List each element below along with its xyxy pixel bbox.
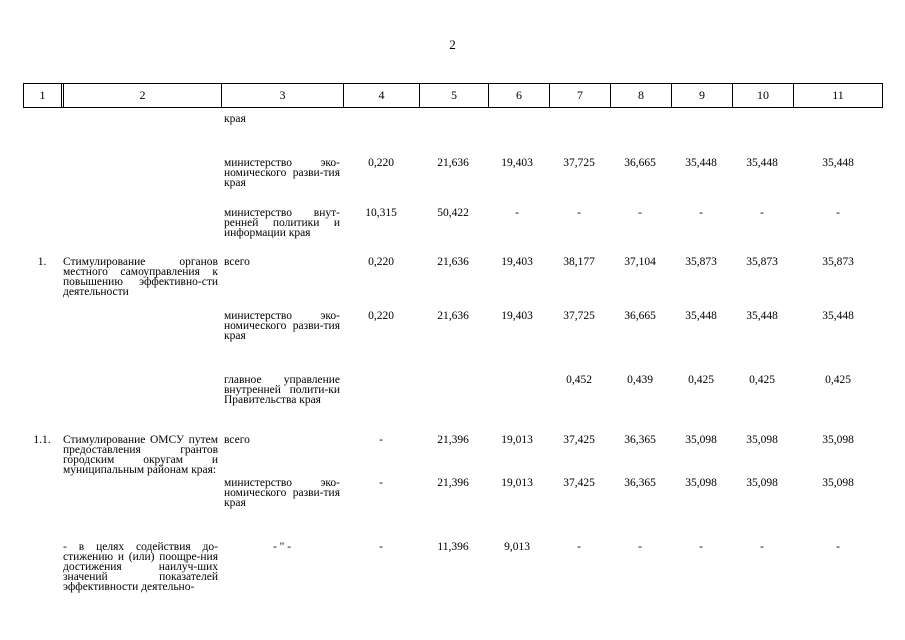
value-cell: 21,636 bbox=[437, 157, 469, 169]
value-cell: 0,425 bbox=[825, 374, 851, 386]
responsible-body: всего bbox=[224, 434, 250, 446]
value-cell: 0,439 bbox=[627, 374, 653, 386]
value-cell: 37,725 bbox=[563, 310, 595, 322]
value-cell: 37,725 bbox=[563, 157, 595, 169]
value-cell: - bbox=[760, 207, 764, 219]
item-number: 1.1. bbox=[33, 434, 51, 446]
value-cell: 37,104 bbox=[624, 256, 656, 268]
value-cell: 35,873 bbox=[746, 256, 778, 268]
value-cell: 35,448 bbox=[822, 157, 854, 169]
value-cell: 21,636 bbox=[437, 256, 469, 268]
value-cell: 35,098 bbox=[822, 477, 854, 489]
value-cell: - bbox=[638, 541, 642, 553]
value-cell: 0,425 bbox=[749, 374, 775, 386]
value-cell: - bbox=[515, 207, 519, 219]
value-cell: 35,448 bbox=[685, 157, 717, 169]
value-cell: - bbox=[379, 541, 383, 553]
column-header: 5 bbox=[451, 88, 457, 102]
responsible-body: министерство эко-номического разви-тия края bbox=[224, 310, 340, 342]
value-cell: 35,098 bbox=[746, 477, 778, 489]
item-number: 1. bbox=[37, 256, 47, 268]
value-cell: 36,365 bbox=[624, 434, 656, 446]
column-header: 1 bbox=[39, 88, 46, 102]
value-cell: - bbox=[577, 207, 581, 219]
value-cell: 21,396 bbox=[437, 477, 469, 489]
value-cell: 19,403 bbox=[501, 256, 533, 268]
column-header: 11 bbox=[832, 88, 844, 102]
responsible-body: всего bbox=[224, 256, 250, 268]
value-cell: 36,665 bbox=[624, 310, 656, 322]
value-cell: 0,220 bbox=[368, 256, 394, 268]
value-cell: 35,448 bbox=[685, 310, 717, 322]
value-cell: 36,665 bbox=[624, 157, 656, 169]
value-cell: 0,425 bbox=[688, 374, 714, 386]
value-cell: 11,396 bbox=[437, 541, 469, 553]
value-cell: 35,098 bbox=[685, 434, 717, 446]
item-description: Стимулирование ОМСУ путем предоставления грантов городским округам и муниципальным районам края: bbox=[63, 434, 218, 476]
value-cell: 37,425 bbox=[563, 434, 595, 446]
column-header: 3 bbox=[279, 88, 286, 102]
column-header: 4 bbox=[378, 88, 385, 102]
responsible-body: министерство эко-номического разви-тия края bbox=[224, 477, 340, 509]
value-cell: - bbox=[638, 207, 642, 219]
value-cell: 19,403 bbox=[501, 157, 533, 169]
responsible-body: главное управление внутренней полити-ки Правительства края bbox=[224, 374, 340, 406]
value-cell: - bbox=[379, 477, 383, 489]
value-cell: 38,177 bbox=[563, 256, 595, 268]
value-cell: 21,396 bbox=[437, 434, 469, 446]
column-header: 6 bbox=[516, 88, 522, 102]
column-header: 10 bbox=[757, 88, 769, 102]
value-cell: 0,220 bbox=[368, 157, 394, 169]
responsible-body: министерство внут-ренней политики и информации края bbox=[224, 207, 340, 239]
value-cell: 21,636 bbox=[437, 310, 469, 322]
value-cell: 19,013 bbox=[501, 477, 533, 489]
responsible-body: края bbox=[224, 113, 246, 125]
value-cell: 19,013 bbox=[501, 434, 533, 446]
value-cell: - bbox=[836, 207, 840, 219]
item-description: - в целях содействия до-стижению и (или) поощре-ния достижения наилуч-ших значений показателей эффективности деятельно- bbox=[63, 541, 218, 593]
value-cell: 35,098 bbox=[746, 434, 778, 446]
item-description: Стимулирование органов местного самоуправления к повышению эффективно-сти деятельности bbox=[63, 256, 218, 298]
value-cell: 10,315 bbox=[365, 207, 397, 219]
column-header: 9 bbox=[699, 88, 705, 102]
value-cell: - bbox=[836, 541, 840, 553]
value-cell: 37,425 bbox=[563, 477, 595, 489]
value-cell: 35,448 bbox=[746, 157, 778, 169]
value-cell: - bbox=[699, 541, 703, 553]
column-header: 2 bbox=[139, 88, 146, 102]
value-cell: - bbox=[699, 207, 703, 219]
value-cell: 35,873 bbox=[685, 256, 717, 268]
value-cell: 35,098 bbox=[822, 434, 854, 446]
table-header bbox=[23, 83, 883, 108]
value-cell: 35,448 bbox=[746, 310, 778, 322]
value-cell: 35,098 bbox=[685, 477, 717, 489]
value-cell: 0,452 bbox=[566, 374, 592, 386]
column-header: 7 bbox=[577, 88, 583, 102]
responsible-body: министерство эко-номического разви-тия края bbox=[224, 157, 340, 189]
value-cell: - bbox=[379, 434, 383, 446]
value-cell: - bbox=[577, 541, 581, 553]
value-cell: 0,220 bbox=[368, 310, 394, 322]
value-cell: 50,422 bbox=[437, 207, 469, 219]
responsible-body: - " - bbox=[272, 541, 292, 553]
value-cell: 36,365 bbox=[624, 477, 656, 489]
column-header: 8 bbox=[638, 88, 644, 102]
value-cell: - bbox=[760, 541, 764, 553]
value-cell: 35,873 bbox=[822, 256, 854, 268]
value-cell: 35,448 bbox=[822, 310, 854, 322]
value-cell: 19,403 bbox=[501, 310, 533, 322]
value-cell: 9,013 bbox=[504, 541, 530, 553]
page-number: 2 bbox=[449, 37, 456, 52]
